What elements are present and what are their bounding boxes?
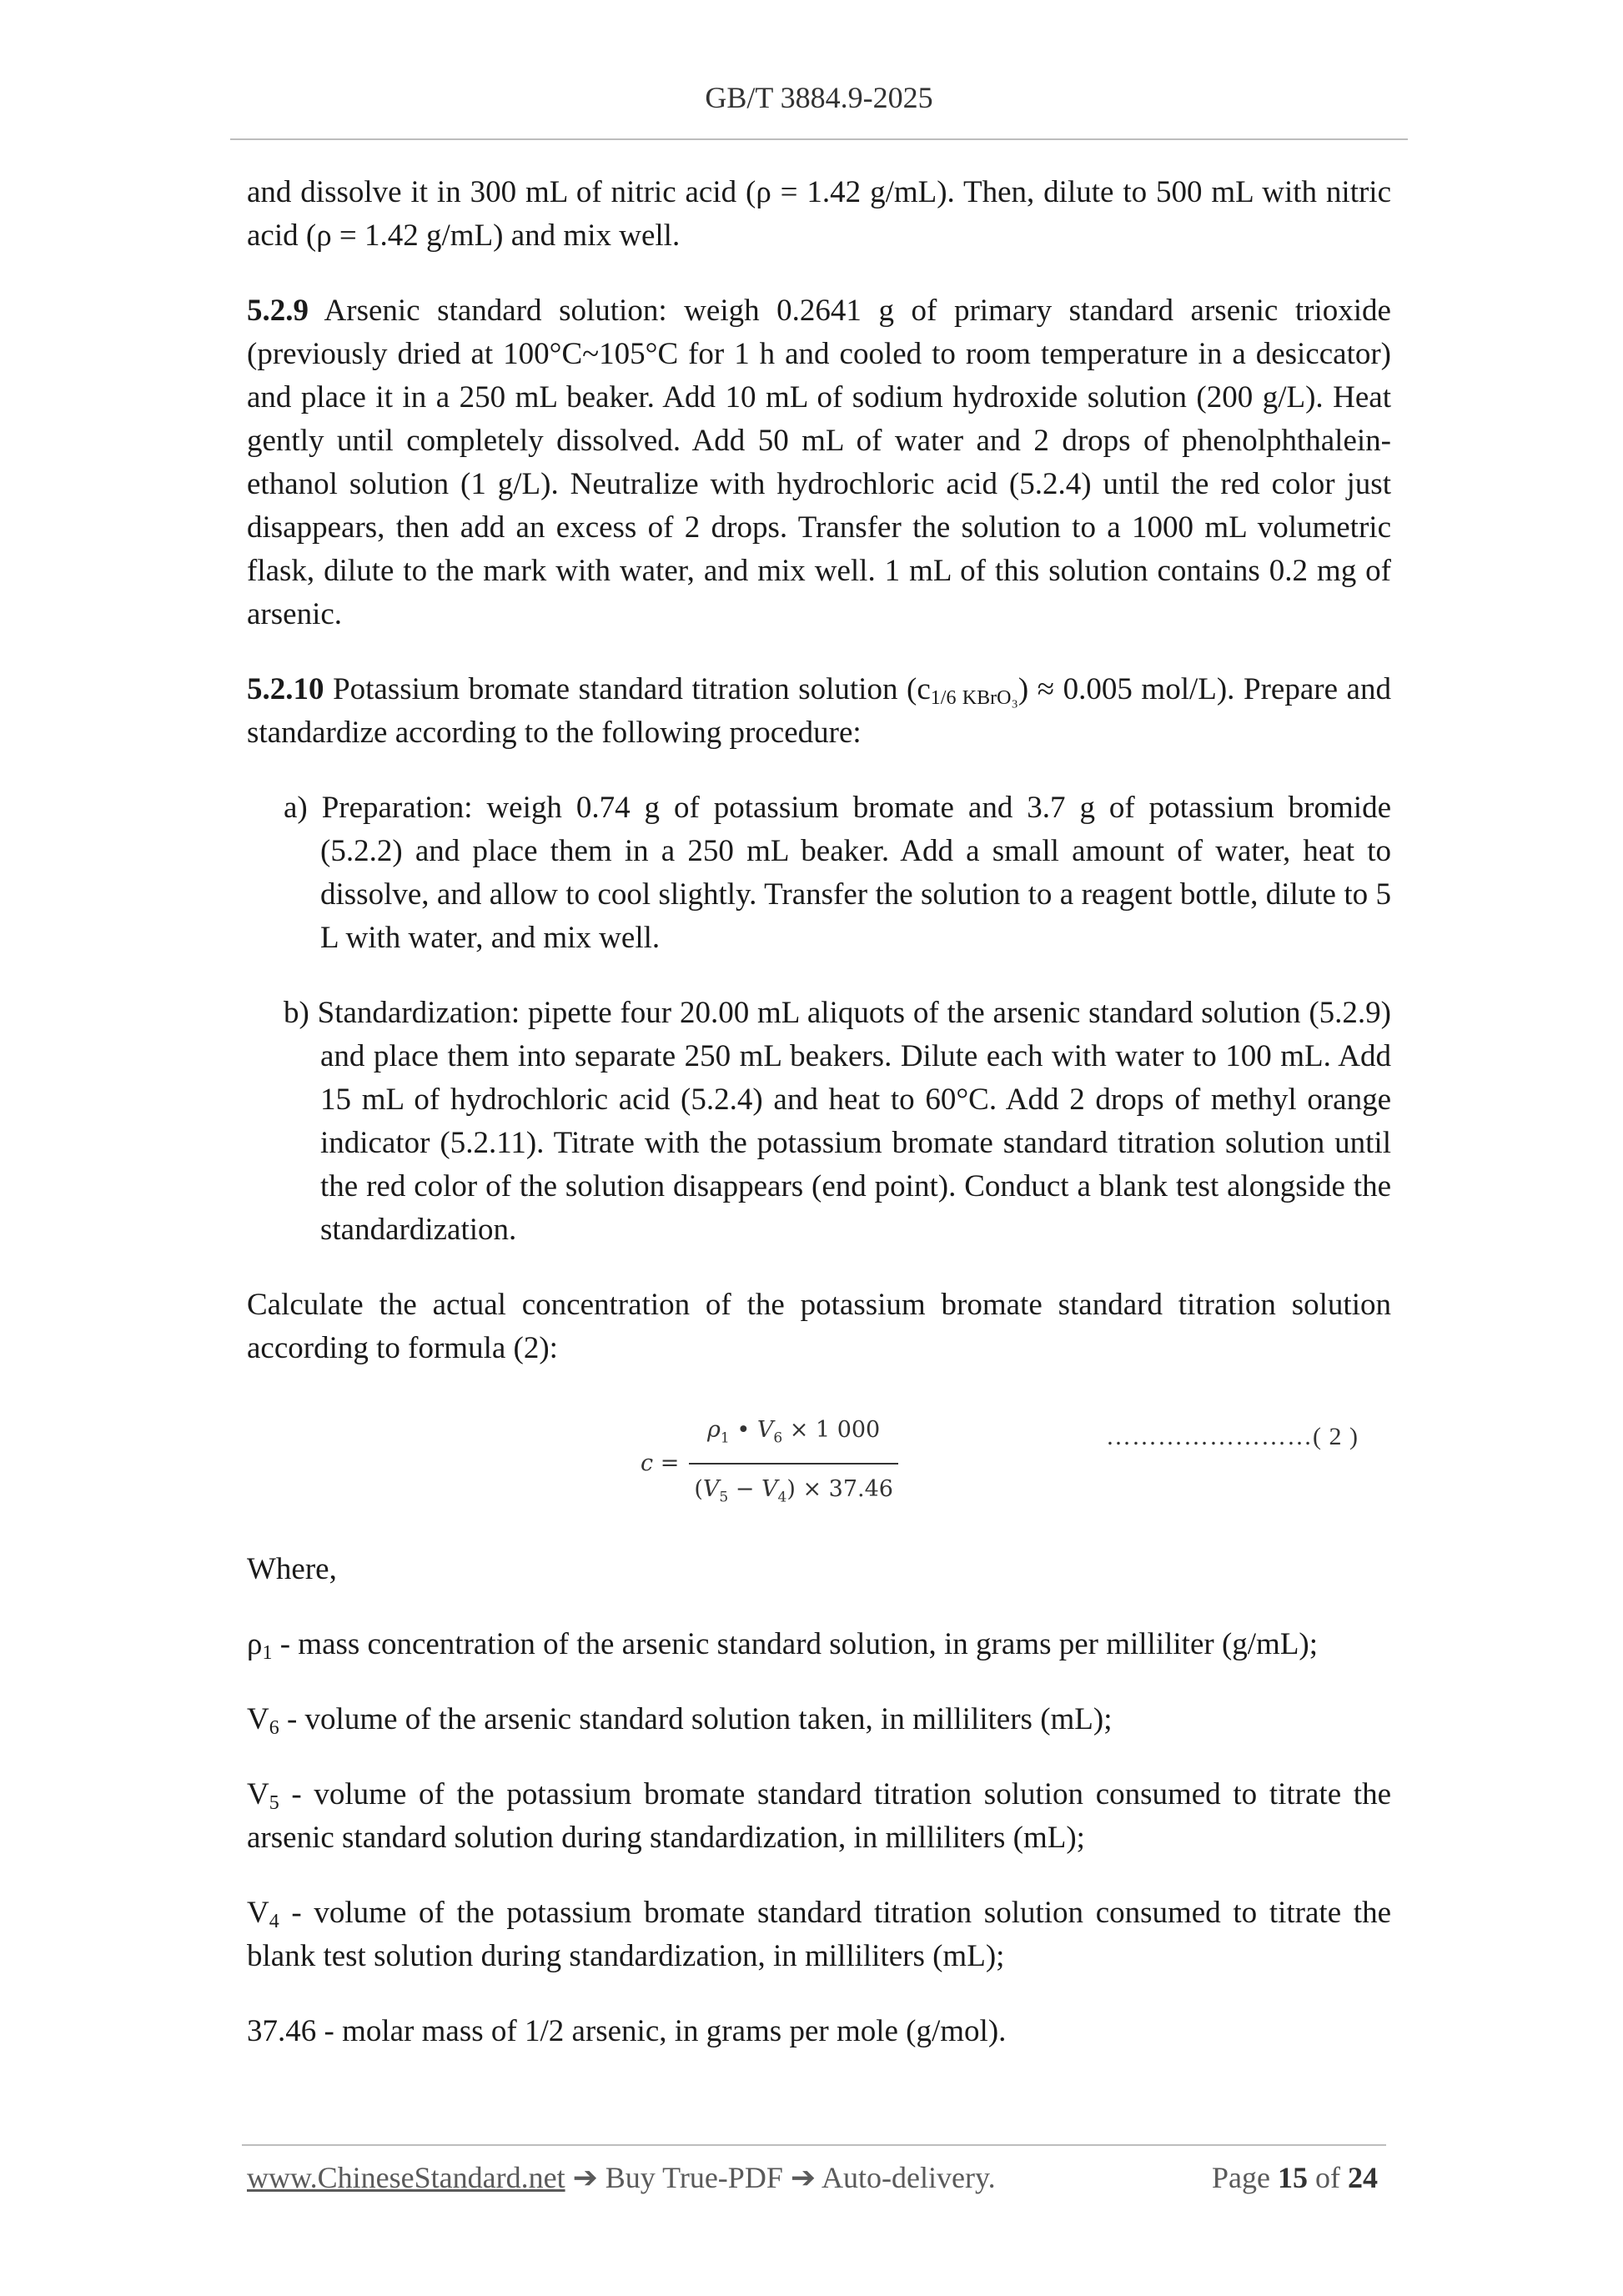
- formula-fraction: [689, 1409, 898, 1520]
- formula-lhs: c =: [641, 1450, 680, 1477]
- calculation-intro: Calculate the actual concentration of the potassium bromate standard titration solution according to formula (2):: [247, 1288, 1391, 1365]
- variable-definition: $V_5$ - volume of the potassium bromate standard titration solution consumed to titrate the arsenic standard solution during standardization, in milliliters (mL);: [247, 1777, 1391, 1855]
- list-item-standardization: b) Standardization: pipette four 20.00 mL aliquots of the arsenic standard solution (5.2.9) and place them into separate 250 mL beakers. Dilute each with water to 100 mL. Add 15 mL of hydrochloric acid (5.2.4) and heat to 60°C. Add 2 drops of methyl orange indicator (5.2.11). Titrate with the potassium bromate standard titration solution until the red color of the solution disappears (end point). Conduct a blank test alongside the standardization.: [284, 996, 1391, 1247]
- website-link[interactable]: www.ChineseStandard.net: [247, 2161, 565, 2194]
- document-id-header: GB/T 3884.9-2025: [705, 81, 933, 114]
- clause-number: 5.2.10: [247, 672, 324, 706]
- list-item-preparation: a) Preparation: weigh 0.74 g of potassium bromate and 3.7 g of potassium bromide (5.2.2) and place them in a 250 mL beaker. Add a small amount of water, heat to dissolve, and allow to cool slightly. Transfer the solution to a reagent bottle, dilute to 5 L with water, and mix well.: [284, 791, 1391, 955]
- current-page-number: 15: [1278, 2161, 1308, 2194]
- clause-5-2-9: [247, 289, 1391, 636]
- variable-definition: $\rho_1$ - mass concentration of the arsenic standard solution, in grams per milliliter (g/mL);: [247, 1627, 1319, 1664]
- paragraph-continuation: and dissolve it in 300 mL of nitric acid (ρ = 1.42 g/mL). Then, dilute to 500 mL with nitric acid (ρ = 1.42 g/mL) and mix well.: [247, 175, 1391, 253]
- formula-denominator: $(V_5 - V_4) \times 37.46$: [689, 1463, 898, 1519]
- page-body: [247, 171, 1391, 2085]
- formula-number: ……………………( 2 ): [1106, 1423, 1359, 1450]
- footer-divider: [242, 2144, 1386, 2146]
- header-divider: [230, 138, 1408, 140]
- footer-promo-text: ➔ Buy True-PDF ➔ Auto-delivery.: [565, 2161, 996, 2194]
- clause-text-end: ) ≈ 0.005 mol/L). Prepare and standardize according to the following procedure:: [247, 672, 1391, 750]
- formula-2: [641, 1409, 898, 1520]
- clause-text-start: Potassium bromate standard titration solution (c: [333, 672, 931, 706]
- where-label: Where,: [247, 1552, 337, 1586]
- total-page-count: 24: [1348, 2161, 1378, 2194]
- variable-definition: 37.46 - molar mass of 1/2 arsenic, in grams per mole (g/mol).: [247, 2014, 1007, 2048]
- variable-definition: $V_4$ - volume of the potassium bromate standard titration solution consumed to titrate the blank test solution during standardization, in milliliters (mL);: [247, 1896, 1391, 1973]
- formula-block: [247, 1402, 1391, 1506]
- variable-definition: $V_6$ - volume of the arsenic standard solution taken, in milliliters (mL);: [247, 1702, 1113, 1739]
- clause-text: Arsenic standard solution: weigh 0.2641 g of primary standard arsenic trioxide (previously dried at 100°C~105°C for 1 h and cooled to room temperature in a desiccator) and place it in a 250 mL beaker. Add 10 mL of sodium hydroxide solution (200 g/L). Heat gently until completely dissolved. Add 50 mL of water and 2 drops of phenolphthalein-ethanol solution (1 g/L). Neutralize with hydrochloric acid (5.2.4) until the red color just disappears, then add an excess of 2 drops. Transfer the solution to a 1000 mL volumetric flask, dilute to the mark with water, and mix well. 1 mL of this solution contains 0.2 mg of arsenic.: [247, 294, 1391, 631]
- clause-number: 5.2.9: [247, 294, 309, 328]
- page-footer: [247, 2160, 1386, 2195]
- concentration-subscript: 1/6 KBrO₃: [930, 687, 1018, 709]
- formula-numerator: $\rho_1$ • $V_6 \times 1$ 000: [707, 1417, 881, 1447]
- page-indicator: Page 15 of 24: [1212, 2161, 1378, 2194]
- clause-5-2-10: [247, 668, 1391, 755]
